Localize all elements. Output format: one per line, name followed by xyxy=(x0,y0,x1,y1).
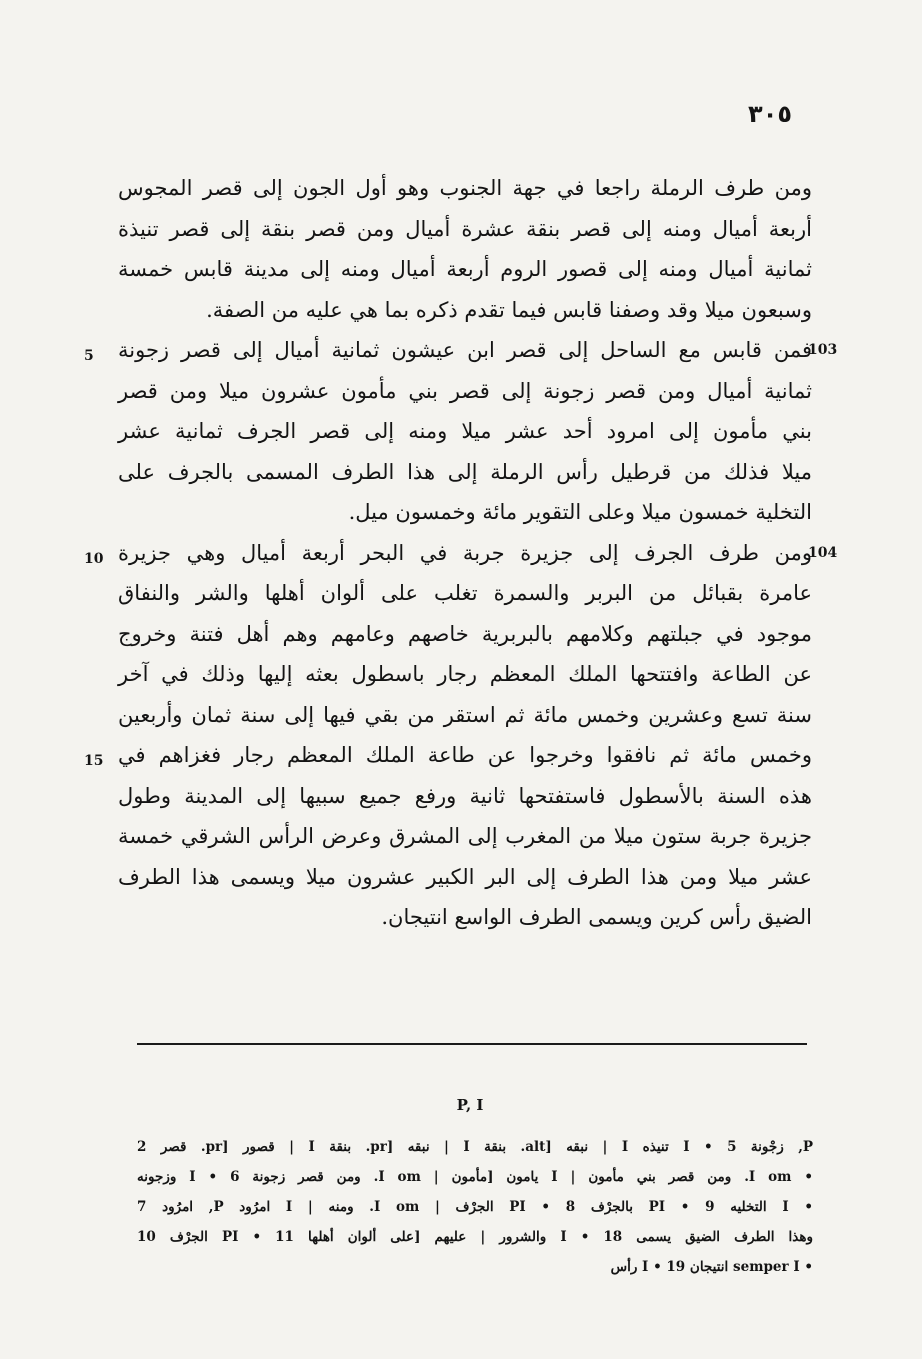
apparatus-title: P, I xyxy=(456,1096,484,1114)
text-line xyxy=(118,857,812,898)
apparatus-line: P, زجْونة 5 • I تنيذه I | نبقه [alt. بنقة I | نبقه [pr. بنقة I | قصور [pr. قصر 2 xyxy=(137,1139,814,1155)
line-text: ميلا فذلك من قرطيل رأس الرملة إلى هذا الطرف المسمى بالجرف على xyxy=(118,459,812,484)
line-text: هذه السنة بالأسطول فاستفتحها ثانية ورفع جميع سبيها إلى المدينة وطول xyxy=(118,783,812,808)
line-text: عشر ميلا ومن هذا الطرف إلى البر الكبير عشرون ميلا ويسمى هذا الطرف xyxy=(118,864,812,889)
line-text: ومن طرف الجرف إلى جزيرة جربة في البحر أربعة أميال وهي جزيرة xyxy=(118,540,812,565)
apparatus-line: وهذا الطرف الضيق يسمى 18 • I والشرور | عليهم [على ألوان أهلها 11 • PI الجرْف 10 xyxy=(137,1229,814,1245)
line-number: 15 xyxy=(84,753,104,769)
apparatus-line: • I التخليه 9 • PI بالجرْف 8 • PI الجرْف | I om. ومنه | I امرُود P, امرُود 7 xyxy=(137,1199,813,1215)
text-line xyxy=(118,695,812,736)
footnote-divider xyxy=(137,1043,807,1045)
line-text: جزيرة جربة ستون ميلا من المغرب إلى المشرق وعرض الرأس الشرقي خمسة xyxy=(118,824,812,848)
apparatus-line: • I om. ومن قصر بني مأمون | I يامون [مأمون | I om. ومن قصر زجونة 6 • I وزجونه xyxy=(137,1169,813,1185)
line-text: عن الطاعة وافتتحها الملك المعظم رجار باسطول بعثه إليها وذلك في آخر xyxy=(118,662,812,686)
text-line xyxy=(118,492,812,533)
text-line xyxy=(118,452,812,493)
line-number: 10 xyxy=(84,550,104,567)
line-text: موجود في جبلتهم وكلامهم بالبربرية خاصهم وعامهم وهم أهل فتنة وخروج xyxy=(118,621,812,646)
text-line xyxy=(118,249,812,290)
page-number: ٣٠٥ xyxy=(748,100,792,128)
line-text: التخلية خمسون ميلا وعلى التقوير مائة وخمسون ميل. xyxy=(348,500,812,524)
text-line xyxy=(118,614,812,655)
line-text: ثمانية أميال ومنه إلى قصور الروم أربعة أميال ومنه إلى مدينة قابس خمسة xyxy=(118,257,812,281)
critical-apparatus xyxy=(137,1132,813,1282)
line-text: ومن طرف الرملة راجعا في جهة الجنوب وهو أول الجون إلى قصر المجوس xyxy=(118,176,812,200)
text-line xyxy=(118,573,812,614)
line-text: بني مأمون إلى امرود أحد عشر ميلا ومنه إلى قصر الجرف ثمانية عشر xyxy=(118,419,812,443)
line-text: وخمس مائة ثم نافقوا وخرجوا عن طاعة الملك المعظم رجار فغزاهم في xyxy=(118,743,812,767)
text-line xyxy=(84,330,838,371)
text-line xyxy=(118,209,812,250)
text-line xyxy=(118,371,812,412)
line-number: 5 xyxy=(84,348,94,364)
line-text: ثمانية أميال ومن قصر زجونة إلى قصر بني مأمون عشرون ميلا ومن قصر xyxy=(118,378,812,403)
text-line xyxy=(118,168,812,209)
text-line xyxy=(118,897,812,938)
line-text: وسبعون ميلا وقد وصفنا قابس فيما تقدم ذكره بما هي عليه من الصفة. xyxy=(206,297,812,322)
line-text: الضيق رأس كرين ويسمى الطرف الواسع انتيجان. xyxy=(381,905,812,929)
text-line xyxy=(118,776,812,817)
paragraph-number: 104 xyxy=(808,544,838,561)
line-text: سنة تسع وعشرين وخمس مائة ثم استقر من بقي فيها إلى سنة ثمان وأربعين xyxy=(118,702,812,727)
text-line xyxy=(118,411,812,452)
text-line xyxy=(118,290,812,331)
line-text: فمن قابس مع الساحل إلى قصر ابن عيشون ثمانية أميال إلى قصر زجونة xyxy=(118,338,812,362)
text-line xyxy=(84,533,838,574)
main-text xyxy=(84,168,838,938)
text-line xyxy=(118,654,812,695)
text-line xyxy=(118,816,812,857)
line-text: عامرة بقبائل من البربر والسمرة تغلب على ألوان أهلها والشر والنفاق xyxy=(118,581,812,605)
text-line xyxy=(84,735,812,776)
line-text: أربعة أميال ومنه إلى قصر بنقة عشرة أميال ومن قصر بنقة إلى قصر تنيذة xyxy=(118,216,812,241)
apparatus-line: • semper I انتيجان 19 • I رأس xyxy=(610,1259,813,1275)
paragraph-number: 103 xyxy=(808,342,838,358)
